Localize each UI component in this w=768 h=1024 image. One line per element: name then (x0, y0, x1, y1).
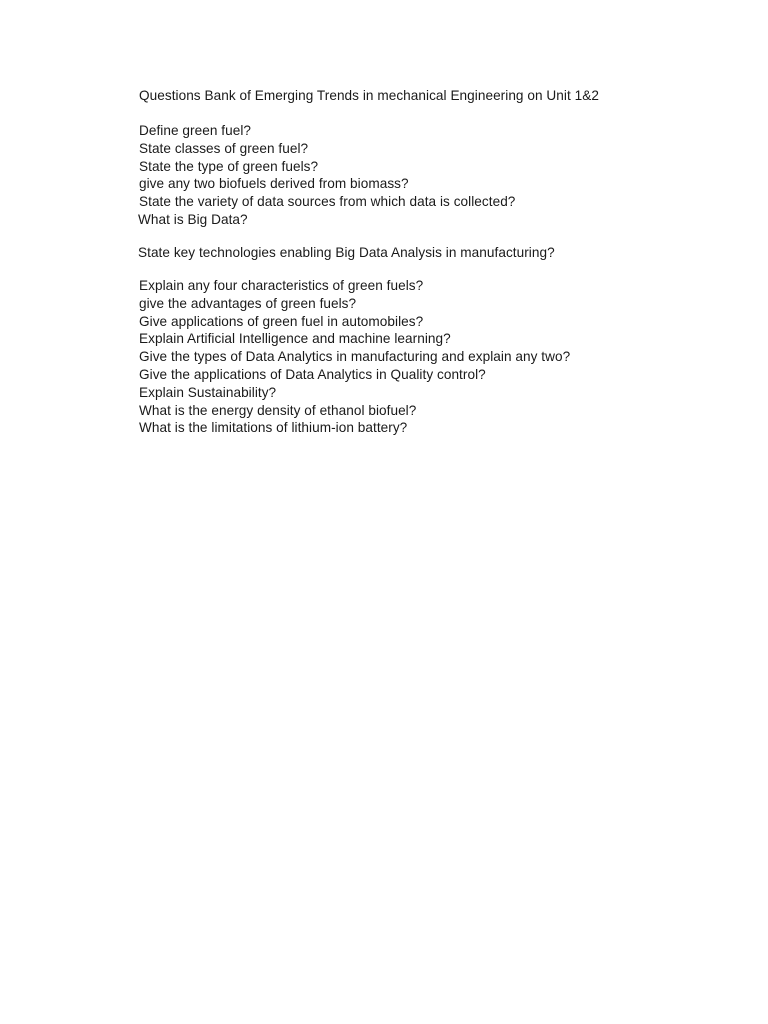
question-item: What is the energy density of ethanol biofuel? (139, 402, 417, 418)
question-item: State classes of green fuel? (139, 140, 309, 156)
question-list-1 (139, 122, 515, 229)
question-item: Explain any four characteristics of green fuels? (139, 278, 424, 293)
standalone-question: State key technologies enabling Big Data Analysis in manufacturing? (138, 245, 555, 260)
question-item: What is the limitations of lithium-ion battery? (139, 420, 408, 436)
question-item: Explain Artificial Intelligence and machine learning? (139, 331, 451, 347)
question-item: Define green fuel? (139, 123, 251, 138)
question-item: Explain Sustainability? (139, 384, 277, 400)
question-item: State the type of green fuels? (139, 158, 319, 174)
question-item: What is Big Data? (138, 211, 248, 227)
question-item: give any two biofuels derived from biomass? (139, 176, 409, 192)
question-item: Give the applications of Data Analytics in Quality control? (139, 366, 486, 382)
question-item: Give the types of Data Analytics in manufacturing and explain any two? (139, 349, 571, 365)
question-list-2 (139, 277, 570, 437)
document-title: Questions Bank of Emerging Trends in mechanical Engineering on Unit 1&2 (139, 88, 599, 103)
question-item: State the variety of data sources from which data is collected? (139, 194, 516, 210)
question-item: give the advantages of green fuels? (139, 295, 357, 311)
question-item: Give applications of green fuel in automobiles? (139, 313, 424, 329)
